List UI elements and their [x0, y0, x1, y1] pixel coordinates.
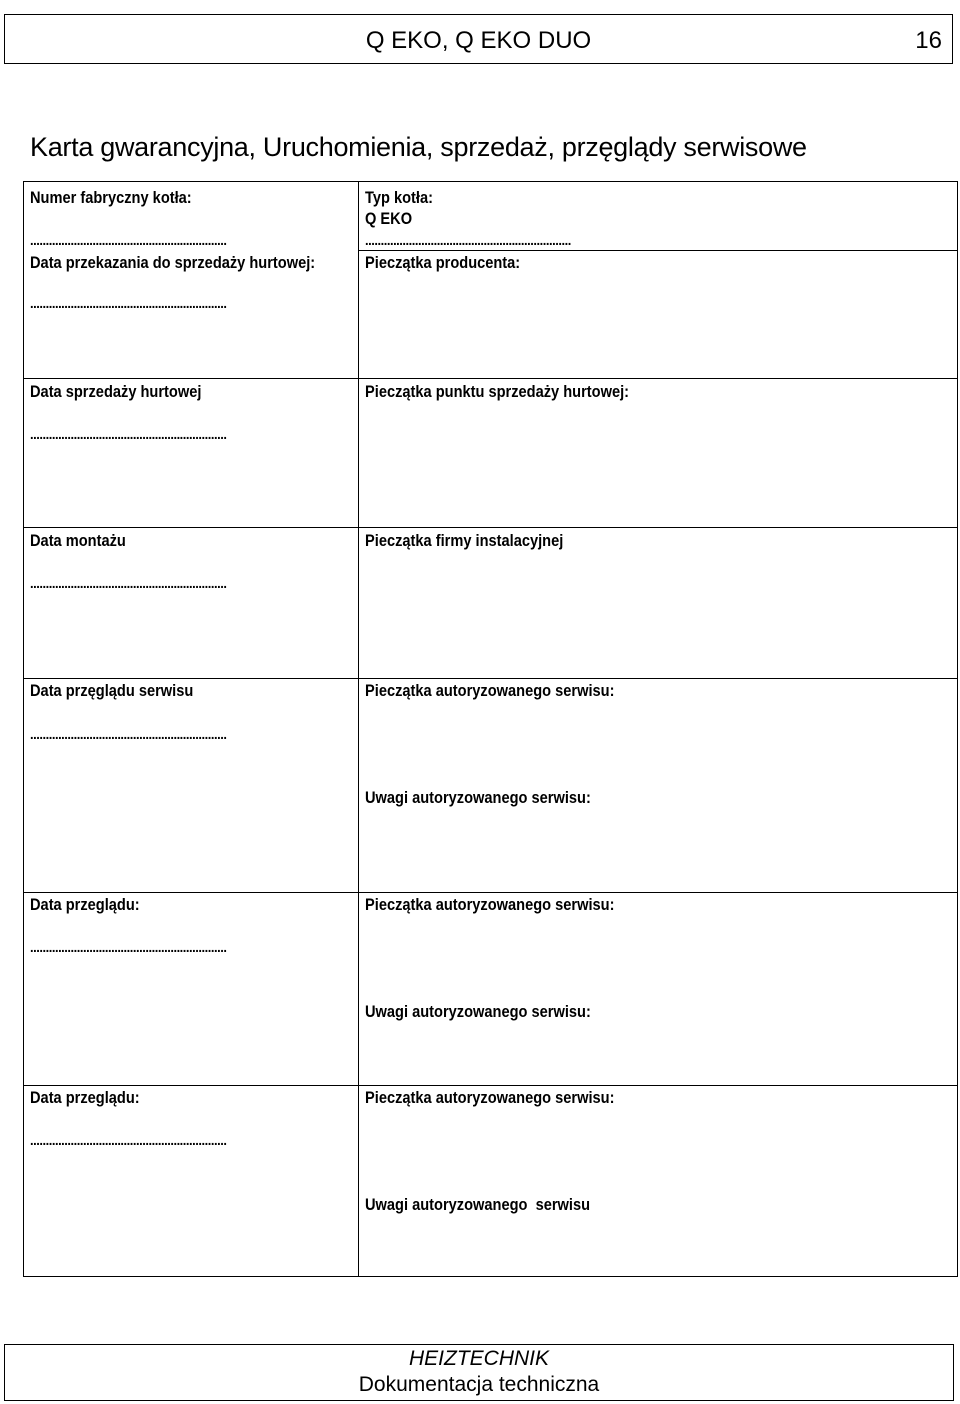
- service2-stamp-label: Pieczątka autoryzowanego serwisu:: [365, 895, 615, 914]
- fabric-number-field[interactable]: ...............................................................: [30, 232, 227, 248]
- service3-notes-label: Uwagi autoryzowanego serwisu: [365, 1195, 591, 1214]
- service2-date-label: Data przeglądu:: [30, 895, 140, 914]
- row-divider: [24, 527, 957, 528]
- installation-date-label: Data montażu: [30, 531, 126, 550]
- service3-date-label: Data przeglądu:: [30, 1088, 140, 1107]
- installer-stamp-label: Pieczątka firmy instalacyjnej: [365, 531, 564, 550]
- installation-date-field[interactable]: ...............................................................: [30, 575, 227, 591]
- producer-stamp-label: Pieczątka producenta:: [365, 253, 521, 272]
- service1-stamp-label: Pieczątka autoryzowanego serwisu:: [365, 681, 615, 700]
- page-footer: [4, 1344, 954, 1401]
- page-number: 16: [915, 27, 942, 54]
- service1-notes-label: Uwagi autoryzowanego serwisu:: [365, 788, 591, 807]
- row-divider: [24, 378, 957, 379]
- footer-brand: HEIZTECHNIK: [408, 1347, 549, 1370]
- boiler-type-field[interactable]: ..................................................................: [365, 232, 571, 248]
- document-title: Karta gwarancyjna, Uruchomienia, sprzedaż, przęglądy serwisowe: [30, 132, 807, 162]
- handover-date-field[interactable]: ...............................................................: [30, 295, 227, 311]
- footer-subtitle: Dokumentacja techniczna: [358, 1373, 600, 1396]
- boiler-type-value: Q EKO: [365, 209, 413, 228]
- row-divider: [358, 250, 957, 251]
- service3-date-field[interactable]: ...............................................................: [30, 1132, 227, 1148]
- wholesale-date-field[interactable]: ...............................................................: [30, 426, 227, 442]
- service3-stamp-label: Pieczątka autoryzowanego serwisu:: [365, 1088, 615, 1107]
- service1-date-label: Data przęglądu serwisu: [30, 681, 194, 700]
- column-divider: [358, 182, 359, 1276]
- service2-notes-label: Uwagi autoryzowanego serwisu:: [365, 1002, 591, 1021]
- row-divider: [24, 1085, 957, 1086]
- handover-date-label: Data przekazania do sprzedaży hurtowej:: [30, 253, 316, 272]
- row-divider: [24, 892, 957, 893]
- warranty-card-table: [23, 181, 958, 1277]
- wholesale-date-label: Data sprzedaży hurtowej: [30, 382, 202, 401]
- header-title: Q EKO, Q EKO DUO: [365, 27, 592, 54]
- service2-date-field[interactable]: ...............................................................: [30, 939, 227, 955]
- fabric-number-label: Numer fabryczny kotła:: [30, 188, 192, 207]
- service1-date-field[interactable]: ...............................................................: [30, 726, 227, 742]
- row-divider: [24, 678, 957, 679]
- boiler-type-label: Typ kotła:: [365, 188, 433, 207]
- wholesale-stamp-label: Pieczątka punktu sprzedaży hurtowej:: [365, 382, 630, 401]
- page-header: [4, 14, 953, 64]
